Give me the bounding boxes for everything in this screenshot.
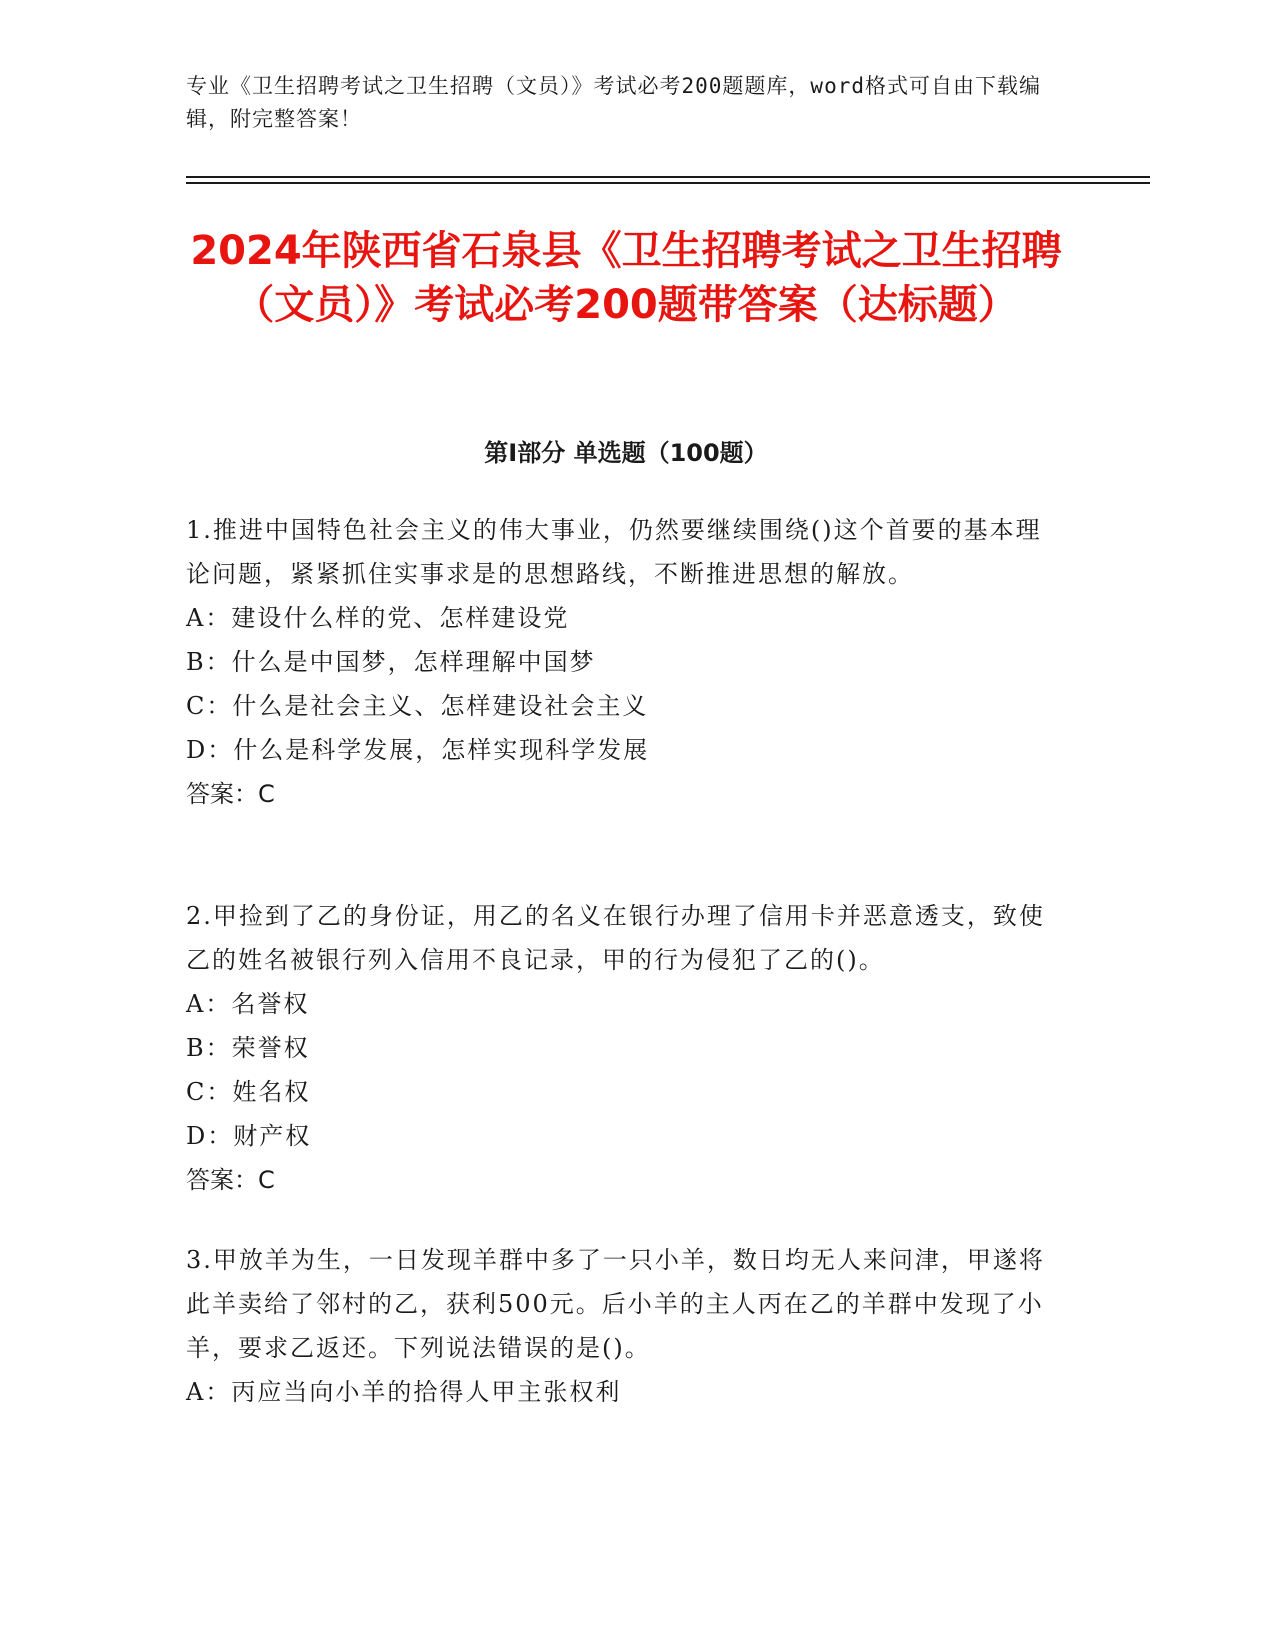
- option-list: [186, 1370, 1066, 1414]
- option-a: A：丙应当向小羊的拾得人甲主张权利: [186, 1378, 622, 1406]
- option-c: C：什么是社会主义、怎样建设社会主义: [186, 692, 649, 720]
- answer-line: 答案：C: [186, 1166, 275, 1194]
- question-2: [186, 894, 1066, 1202]
- option-d: D：财产权: [186, 1122, 312, 1150]
- section-title: 第Ⅰ部分 单选题（100题）: [484, 439, 768, 467]
- question-3: [186, 1238, 1066, 1414]
- header-divider-top: [186, 176, 1150, 178]
- question-stem: 2.甲捡到了乙的身份证，用乙的名义在银行办理了信用卡并恶意透支，致使乙的姓名被银行列入信用不良记录，甲的行为侵犯了乙的()。: [186, 902, 1045, 974]
- header-note: 专业《卫生招聘考试之卫生招聘（文员）》考试必考200题题库，word格式可自由下载编辑，附完整答案！: [186, 74, 1041, 131]
- option-b: B：荣誉权: [186, 1034, 310, 1062]
- question-1: [186, 508, 1066, 816]
- answer-line: 答案：C: [186, 780, 275, 808]
- document-title: 2024年陕西省石泉县《卫生招聘考试之卫生招聘（文员）》考试必考200题带答案（达标题）: [190, 228, 1062, 328]
- option-list: [186, 596, 1066, 772]
- option-b: B：什么是中国梦，怎样理解中国梦: [186, 648, 596, 676]
- option-list: [186, 982, 1066, 1158]
- option-a: A：名誉权: [186, 990, 310, 1018]
- option-d: D：什么是科学发展，怎样实现科学发展: [186, 736, 650, 764]
- option-a: A：建设什么样的党、怎样建设党: [186, 604, 570, 632]
- question-stem: 3.甲放羊为生，一日发现羊群中多了一只小羊，数日均无人来问津，甲遂将此羊卖给了邻村的乙，获利500元。后小羊的主人丙在乙的羊群中发现了小羊，要求乙返还。下列说法错误的是()。: [186, 1246, 1045, 1362]
- question-stem: 1.推进中国特色社会主义的伟大事业，仍然要继续围绕()这个首要的基本理论问题，紧紧抓住实事求是的思想路线，不断推进思想的解放。: [186, 516, 1042, 588]
- option-c: C：姓名权: [186, 1078, 311, 1106]
- header-divider-bottom: [186, 182, 1150, 184]
